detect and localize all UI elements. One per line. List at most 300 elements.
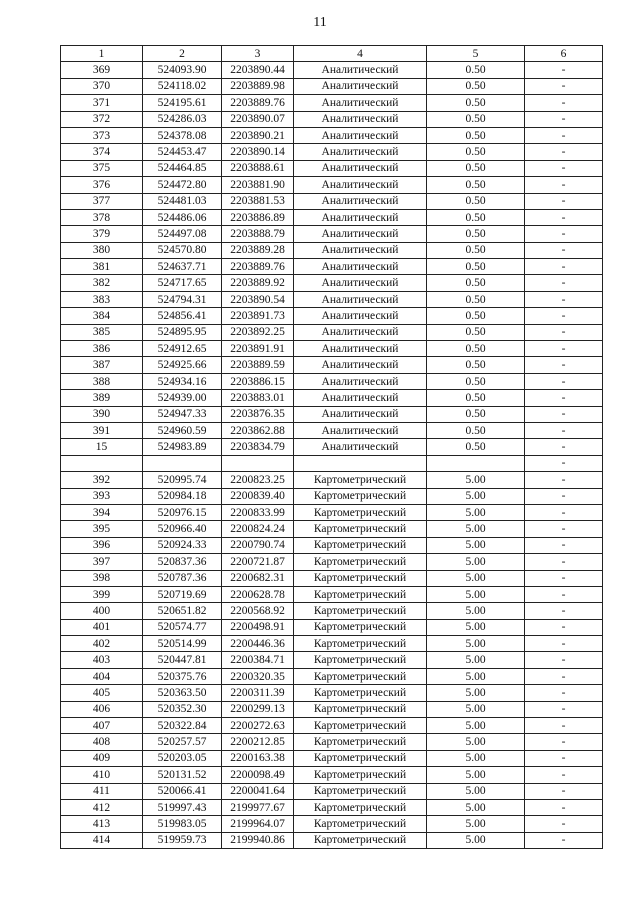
table-cell: Аналитический (294, 62, 427, 78)
table-cell: 0.50 (427, 275, 525, 291)
table-cell: - (525, 439, 603, 455)
table-cell: Аналитический (294, 144, 427, 160)
table-cell: 0.50 (427, 144, 525, 160)
table-row (61, 127, 603, 143)
table-cell: Аналитический (294, 111, 427, 127)
table-cell: 408 (61, 734, 143, 750)
table-cell: - (525, 291, 603, 307)
table-cell: 369 (61, 62, 143, 78)
table-cell: 2203834.79 (222, 439, 294, 455)
table-cell: 2203886.15 (222, 373, 294, 389)
table-cell: 411 (61, 783, 143, 799)
table-cell: 0.50 (427, 324, 525, 340)
table-cell: 2203891.73 (222, 308, 294, 324)
table-cell: - (525, 734, 603, 750)
table-cell: - (525, 685, 603, 701)
table-cell: Картометрический (294, 783, 427, 799)
table-cell: 520966.40 (143, 521, 222, 537)
table-cell: 0.50 (427, 390, 525, 406)
table-row (61, 160, 603, 176)
table-row (61, 226, 603, 242)
table-cell: 5.00 (427, 767, 525, 783)
table-cell: - (525, 701, 603, 717)
table-row (61, 767, 603, 783)
table-cell: 520976.15 (143, 504, 222, 520)
table-cell: 5.00 (427, 603, 525, 619)
table-cell: 413 (61, 816, 143, 832)
table-cell: 520066.41 (143, 783, 222, 799)
table-row (61, 78, 603, 94)
table-cell: 2199977.67 (222, 799, 294, 815)
table-cell: 405 (61, 685, 143, 701)
table-cell: 5.00 (427, 570, 525, 586)
column-header: 1 (61, 46, 143, 62)
table-cell: Картометрический (294, 586, 427, 602)
table-cell: 524486.06 (143, 209, 222, 225)
table-cell: 396 (61, 537, 143, 553)
table-cell: 5.00 (427, 750, 525, 766)
table-cell: 0.50 (427, 291, 525, 307)
table-row (61, 95, 603, 111)
table-row (61, 718, 603, 734)
table-cell: Аналитический (294, 95, 427, 111)
table-cell: 393 (61, 488, 143, 504)
table-cell: Аналитический (294, 422, 427, 438)
table-cell: - (525, 373, 603, 389)
table-cell: Картометрический (294, 570, 427, 586)
table-cell: 2203889.59 (222, 357, 294, 373)
table-cell: 412 (61, 799, 143, 815)
column-header: 2 (143, 46, 222, 62)
table-cell: 0.50 (427, 373, 525, 389)
table-cell: 5.00 (427, 799, 525, 815)
table-cell: Аналитический (294, 259, 427, 275)
table-cell: 2200790.74 (222, 537, 294, 553)
column-header: 5 (427, 46, 525, 62)
table-cell: 524118.02 (143, 78, 222, 94)
table-cell: 524472.80 (143, 177, 222, 193)
table-cell: 524856.41 (143, 308, 222, 324)
table-row (61, 570, 603, 586)
table-cell: - (525, 324, 603, 340)
table-cell: 520719.69 (143, 586, 222, 602)
table-row (61, 144, 603, 160)
table-cell: Картометрический (294, 554, 427, 570)
coordinates-table (60, 45, 603, 849)
table-cell: - (525, 652, 603, 668)
table-cell: 380 (61, 242, 143, 258)
table-cell (61, 455, 143, 471)
table-cell: - (525, 455, 603, 471)
table-cell: 0.50 (427, 193, 525, 209)
table-cell: 2200320.35 (222, 668, 294, 684)
table-row (61, 406, 603, 422)
table-cell: 520924.33 (143, 537, 222, 553)
table-cell: 398 (61, 570, 143, 586)
table-row (61, 603, 603, 619)
table-cell: 15 (61, 439, 143, 455)
table-cell: 5.00 (427, 488, 525, 504)
table-cell: Картометрический (294, 701, 427, 717)
table-cell: 2200498.91 (222, 619, 294, 635)
table-cell: Картометрический (294, 521, 427, 537)
table-cell: 383 (61, 291, 143, 307)
table-cell: 524947.33 (143, 406, 222, 422)
table-cell: - (525, 636, 603, 652)
table-row (61, 652, 603, 668)
table-cell: - (525, 570, 603, 586)
table-cell: Аналитический (294, 439, 427, 455)
table-cell: 0.50 (427, 226, 525, 242)
table-cell: 394 (61, 504, 143, 520)
table-cell: 2200311.39 (222, 685, 294, 701)
table-row (61, 832, 603, 848)
table-cell: 403 (61, 652, 143, 668)
table-cell: 524895.95 (143, 324, 222, 340)
table-row (61, 390, 603, 406)
table-cell: 524497.08 (143, 226, 222, 242)
table-cell: 2200823.25 (222, 472, 294, 488)
table-row (61, 455, 603, 471)
table-cell: - (525, 554, 603, 570)
table-cell: 2203889.98 (222, 78, 294, 94)
table-cell: 519983.05 (143, 816, 222, 832)
table-cell: Аналитический (294, 357, 427, 373)
table-cell: Аналитический (294, 341, 427, 357)
table-cell: 402 (61, 636, 143, 652)
table-cell: 2200272.63 (222, 718, 294, 734)
column-header: 4 (294, 46, 427, 62)
table-cell: 0.50 (427, 422, 525, 438)
table-cell: - (525, 160, 603, 176)
table-cell: 386 (61, 341, 143, 357)
table-cell: 524464.85 (143, 160, 222, 176)
table-cell: 524939.00 (143, 390, 222, 406)
table-cell: - (525, 521, 603, 537)
table-cell: 2203891.91 (222, 341, 294, 357)
table-cell: 524286.03 (143, 111, 222, 127)
table-cell: 2203862.88 (222, 422, 294, 438)
table-cell: 2203890.54 (222, 291, 294, 307)
table-cell: 375 (61, 160, 143, 176)
table-cell: 5.00 (427, 652, 525, 668)
table-row (61, 177, 603, 193)
table-cell: - (525, 504, 603, 520)
table-cell: 399 (61, 586, 143, 602)
table-row (61, 373, 603, 389)
table-cell: 5.00 (427, 472, 525, 488)
table-cell: - (525, 537, 603, 553)
table-cell: 400 (61, 603, 143, 619)
table-cell: 397 (61, 554, 143, 570)
table-row (61, 357, 603, 373)
table-cell: 2203876.35 (222, 406, 294, 422)
table-cell: 2203881.90 (222, 177, 294, 193)
table-cell: 2200824.24 (222, 521, 294, 537)
table-cell: Картометрический (294, 472, 427, 488)
table-row (61, 504, 603, 520)
table-cell: 2203889.92 (222, 275, 294, 291)
table-cell: 520984.18 (143, 488, 222, 504)
table-cell: 5.00 (427, 586, 525, 602)
table-cell: Аналитический (294, 193, 427, 209)
table-cell: 524481.03 (143, 193, 222, 209)
table-cell: 2203889.28 (222, 242, 294, 258)
table-cell: 520651.82 (143, 603, 222, 619)
table-cell: - (525, 62, 603, 78)
table-row (61, 488, 603, 504)
table-cell: 524983.89 (143, 439, 222, 455)
table-cell: 382 (61, 275, 143, 291)
table-cell: - (525, 177, 603, 193)
table-cell: - (525, 259, 603, 275)
table-cell: 5.00 (427, 554, 525, 570)
table-cell: 2200384.71 (222, 652, 294, 668)
table-cell: 0.50 (427, 177, 525, 193)
table-cell: Картометрический (294, 734, 427, 750)
table-cell: 519997.43 (143, 799, 222, 815)
table-cell: Картометрический (294, 767, 427, 783)
table-cell (294, 455, 427, 471)
table-cell: Аналитический (294, 324, 427, 340)
table-cell: - (525, 586, 603, 602)
table-cell: 0.50 (427, 308, 525, 324)
table-cell: 520352.30 (143, 701, 222, 717)
table-cell: 519959.73 (143, 832, 222, 848)
table-cell: Картометрический (294, 488, 427, 504)
table-cell: 520203.05 (143, 750, 222, 766)
table-cell: 520787.36 (143, 570, 222, 586)
table-cell: Аналитический (294, 209, 427, 225)
table-cell: 524093.90 (143, 62, 222, 78)
table-cell: Аналитический (294, 242, 427, 258)
table-cell: - (525, 619, 603, 635)
table-cell: - (525, 78, 603, 94)
table-cell: 385 (61, 324, 143, 340)
table-cell: 377 (61, 193, 143, 209)
table-cell: - (525, 816, 603, 832)
table-cell: 5.00 (427, 636, 525, 652)
table-cell: - (525, 668, 603, 684)
table-row (61, 275, 603, 291)
table-cell: 2203890.07 (222, 111, 294, 127)
table-cell: 524934.16 (143, 373, 222, 389)
table-cell: Картометрический (294, 537, 427, 553)
table-cell: Картометрический (294, 799, 427, 815)
table-cell: Картометрический (294, 685, 427, 701)
table-cell: 2203892.25 (222, 324, 294, 340)
table-cell: 0.50 (427, 78, 525, 94)
table-cell: 5.00 (427, 521, 525, 537)
table-cell: - (525, 390, 603, 406)
table-cell: 373 (61, 127, 143, 143)
table-row (61, 439, 603, 455)
table-cell: - (525, 111, 603, 127)
table-row (61, 619, 603, 635)
table-cell: Аналитический (294, 406, 427, 422)
table-cell: 2200212.85 (222, 734, 294, 750)
table-cell: - (525, 603, 603, 619)
table-cell: 2200721.87 (222, 554, 294, 570)
table-cell: 395 (61, 521, 143, 537)
table-cell: 0.50 (427, 439, 525, 455)
table-cell: 520375.76 (143, 668, 222, 684)
table-cell: 5.00 (427, 718, 525, 734)
table-cell: 410 (61, 767, 143, 783)
table-cell: Картометрический (294, 668, 427, 684)
table-cell: 524570.80 (143, 242, 222, 258)
table-cell: Картометрический (294, 816, 427, 832)
table-cell: 524195.61 (143, 95, 222, 111)
table-cell: 520995.74 (143, 472, 222, 488)
table-cell: - (525, 144, 603, 160)
table-cell: 372 (61, 111, 143, 127)
table-cell: - (525, 472, 603, 488)
table-cell: 2200568.92 (222, 603, 294, 619)
table-cell: 0.50 (427, 111, 525, 127)
table-cell: Картометрический (294, 636, 427, 652)
table-cell: 5.00 (427, 816, 525, 832)
table-cell: 374 (61, 144, 143, 160)
table-cell: Аналитический (294, 275, 427, 291)
table-row (61, 750, 603, 766)
table-cell: 5.00 (427, 734, 525, 750)
table-cell: 0.50 (427, 127, 525, 143)
table-cell: 378 (61, 209, 143, 225)
table-cell: 2203881.53 (222, 193, 294, 209)
table-cell: 2203888.79 (222, 226, 294, 242)
table-row (61, 193, 603, 209)
table-cell: 389 (61, 390, 143, 406)
table-cell: - (525, 341, 603, 357)
table-cell: Картометрический (294, 718, 427, 734)
table-cell: 2203890.14 (222, 144, 294, 160)
table-cell: 414 (61, 832, 143, 848)
page-number: 11 (313, 15, 327, 30)
table-cell: 2203890.21 (222, 127, 294, 143)
table-cell: 2200839.40 (222, 488, 294, 504)
table-row (61, 209, 603, 225)
table-cell: 0.50 (427, 341, 525, 357)
table-cell: 524912.65 (143, 341, 222, 357)
table-cell: 379 (61, 226, 143, 242)
table-cell: 2200098.49 (222, 767, 294, 783)
table-cell: 0.50 (427, 209, 525, 225)
table-cell: - (525, 242, 603, 258)
table-cell: 0.50 (427, 160, 525, 176)
table-row (61, 636, 603, 652)
table-cell: 5.00 (427, 619, 525, 635)
table-row (61, 324, 603, 340)
table-cell: - (525, 767, 603, 783)
table-row (61, 701, 603, 717)
table-cell: 524453.47 (143, 144, 222, 160)
table-cell (143, 455, 222, 471)
table-cell: 2203886.89 (222, 209, 294, 225)
table-cell: - (525, 750, 603, 766)
table-cell: Аналитический (294, 373, 427, 389)
table-cell: Картометрический (294, 652, 427, 668)
table-cell: 0.50 (427, 95, 525, 111)
table-cell: 2203889.76 (222, 259, 294, 275)
table-row (61, 242, 603, 258)
table-cell: 388 (61, 373, 143, 389)
table-cell: 406 (61, 701, 143, 717)
table-cell: - (525, 832, 603, 848)
table-cell: - (525, 488, 603, 504)
table-cell: 5.00 (427, 504, 525, 520)
table-row (61, 586, 603, 602)
table-cell: 520363.50 (143, 685, 222, 701)
table-cell: 2200163.38 (222, 750, 294, 766)
table-cell: 391 (61, 422, 143, 438)
table-row (61, 734, 603, 750)
table-cell: 384 (61, 308, 143, 324)
table-cell: 520574.77 (143, 619, 222, 635)
table-cell: 401 (61, 619, 143, 635)
table-row (61, 472, 603, 488)
table-cell: Картометрический (294, 504, 427, 520)
table-cell: 2200628.78 (222, 586, 294, 602)
table-row (61, 816, 603, 832)
table-body (61, 62, 603, 849)
table-cell: - (525, 422, 603, 438)
table-cell: Картометрический (294, 603, 427, 619)
table-cell: 2203888.61 (222, 160, 294, 176)
table-cell: Аналитический (294, 127, 427, 143)
table-cell: 2200299.13 (222, 701, 294, 717)
table-cell: 520131.52 (143, 767, 222, 783)
table-cell: 524637.71 (143, 259, 222, 275)
table-cell (427, 455, 525, 471)
table-cell: 2199964.07 (222, 816, 294, 832)
table-row (61, 783, 603, 799)
table-cell: 524925.66 (143, 357, 222, 373)
table-cell: 0.50 (427, 62, 525, 78)
table-cell: 2203889.76 (222, 95, 294, 111)
table-cell: Аналитический (294, 78, 427, 94)
table-row (61, 259, 603, 275)
table-row (61, 554, 603, 570)
table-cell: 2203883.01 (222, 390, 294, 406)
table-row (61, 341, 603, 357)
table-cell: 0.50 (427, 406, 525, 422)
table-cell: 524717.65 (143, 275, 222, 291)
table-cell: 5.00 (427, 701, 525, 717)
table-cell: 381 (61, 259, 143, 275)
table-cell: - (525, 275, 603, 291)
table-cell: Аналитический (294, 390, 427, 406)
table-cell: 520837.36 (143, 554, 222, 570)
table-cell: - (525, 209, 603, 225)
table-cell: 524378.08 (143, 127, 222, 143)
table-row (61, 291, 603, 307)
table-cell (222, 455, 294, 471)
table-cell: 520514.99 (143, 636, 222, 652)
table-cell: - (525, 308, 603, 324)
table-cell: 5.00 (427, 685, 525, 701)
table-cell: 376 (61, 177, 143, 193)
table-row (61, 668, 603, 684)
table-cell: - (525, 95, 603, 111)
table-cell: 5.00 (427, 832, 525, 848)
table-cell: 524794.31 (143, 291, 222, 307)
table-cell: 0.50 (427, 242, 525, 258)
table-cell: 0.50 (427, 357, 525, 373)
table-cell: 520257.57 (143, 734, 222, 750)
table-cell: 370 (61, 78, 143, 94)
table-cell: Аналитический (294, 226, 427, 242)
